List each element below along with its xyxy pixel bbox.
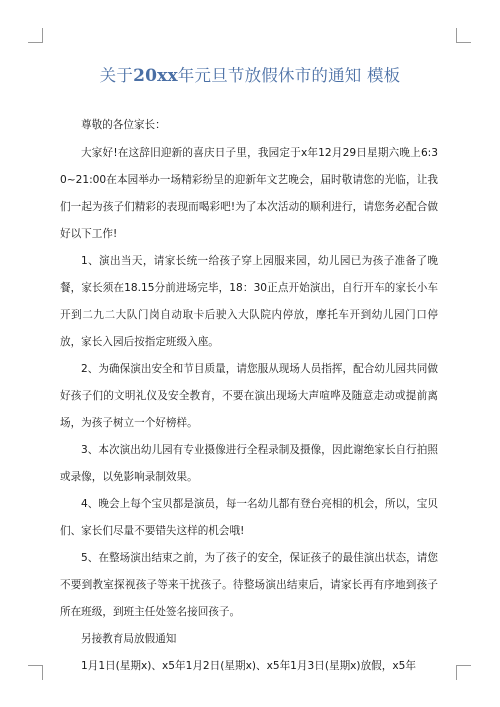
- title-suffix: 年元旦节放假休市的通知 模板: [177, 66, 401, 85]
- document-body: [60, 112, 438, 680]
- salutation: 尊敬的各位家长：: [81, 119, 166, 131]
- paragraph-item-3: 3、本次演出幼儿园有专业摄像进行全程录制及摄像，因此谢绝家长自行拍照或录像，以免影响录制效果。: [60, 444, 438, 483]
- crop-mark-top-right: [456, 28, 471, 43]
- paragraph-intro: 大家好!在这辞旧迎新的喜庆日子里，我园定于x年12月29日星期六晚上6:30~21:00在本园举办一场精彩纷呈的迎新年文艺晚会，届时敬请您的光临，让我们一起为孩子们精彩的表现而喝彩吧!为了本次活动的顺利进行，请您务必配合做好以下工作!: [60, 147, 438, 240]
- title-year: 20xx: [133, 66, 178, 86]
- crop-mark-bottom-left: [28, 665, 43, 680]
- paragraph-item-4: 4、晚会上每个宝贝都是演员，每一名幼儿都有登台亮相的机会，所以，宝贝们、家长们尽量不要错失这样的机会哦!: [60, 498, 438, 537]
- crop-mark-bottom-right: [456, 665, 471, 680]
- document-title: [0, 62, 500, 86]
- paragraph-item-2: 2、为确保演出安全和节目质量，请您服从现场人员指挥，配合幼儿园共同做好孩子们的文明礼仪及安全教育，不要在演出现场大声喧哗及随意走动或提前离场，为孩子树立一个好榜样。: [60, 363, 438, 429]
- title-prefix: 关于: [99, 66, 134, 85]
- paragraph-holiday-dates: 1月1日(星期x)、x5年1月2日(星期x)、x5年1月3日(星期x)放假，x5年: [81, 660, 416, 672]
- crop-mark-top-left: [28, 28, 43, 43]
- paragraph-notice-heading: 另接教育局放假通知: [81, 633, 177, 645]
- paragraph-item-1: 1、演出当天，请家长统一给孩子穿上园服来园，幼儿园已为孩子准备了晚餐，家长须在18.15分前进场完毕，18：30正点开始演出，自行开车的家长小车开到二九二大队门岗自动取卡后驶入大队院内停放，摩托车开到幼儿园门口停放，家长入园后按指定班级入座。: [60, 255, 438, 348]
- paragraph-item-5: 5、在整场演出结束之前，为了孩子的安全，保证孩子的最佳演出状态，请您不要到教室探视孩子等来干扰孩子。待整场演出结束后，请家长再有序地到孩子所在班级，到班主任处签名接回孩子。: [60, 552, 438, 618]
